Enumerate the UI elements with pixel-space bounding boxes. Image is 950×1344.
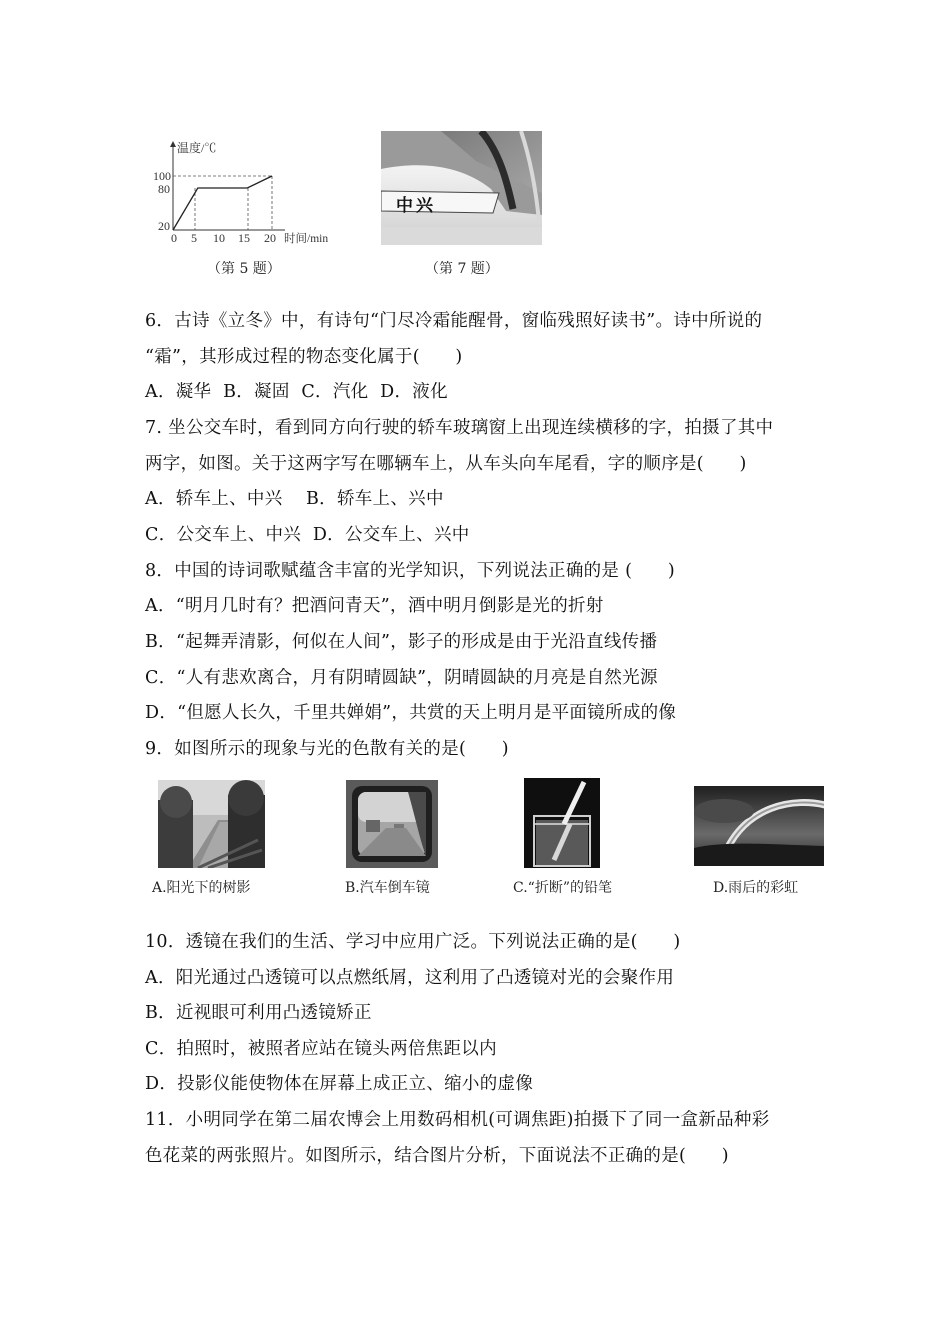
fig5-chart [150, 138, 350, 250]
fig7-photo [381, 131, 542, 245]
q6-options: A．凝华 B．凝固 C．汽化 D．液化 [145, 382, 448, 402]
q10-option-d: D．投影仪能使物体在屏幕上成正立、缩小的虚像 [145, 1074, 534, 1094]
q7-stem-line2: 两字，如图。关于这两字写在哪辆车上，从车头向车尾看，字的顺序是( ) [145, 454, 747, 474]
y-tick-label: 20 [158, 219, 170, 233]
q8-option-d: D．“但愿人长久，千里共婵娟”，共赏的天上明月是平面镜所成的像 [145, 703, 677, 723]
q9-image-a [158, 780, 265, 868]
q9-caption-b: B.汽车倒车镜 [345, 880, 430, 896]
car-photo-art [381, 131, 542, 245]
car-window-text: 中兴 [396, 196, 436, 216]
q9-stem: 9．如图所示的现象与光的色散有关的是( ) [145, 739, 509, 759]
y-axis-arrow [170, 141, 176, 147]
fig5-caption: （第 5 题） [207, 261, 281, 277]
q10-stem: 10．透镜在我们的生活、学习中应用广泛。下列说法正确的是( ) [145, 932, 681, 952]
q10-option-b: B．近视眼可利用凸透镜矫正 [145, 1003, 372, 1023]
q8-option-a: A．“明月几时有？把酒问青天”，酒中明月倒影是光的折射 [145, 596, 604, 616]
x-tick-label: 20 [264, 231, 276, 245]
q6-stem-line1: 6．古诗《立冬》中，有诗句“门尽冷霜能醒骨，窗临残照好读书”。诗中所说的 [145, 311, 763, 331]
fig7-caption: （第 7 题） [425, 261, 499, 277]
q7-options-line1: A．轿车上、中兴 B．轿车上、兴中 [145, 489, 444, 509]
q10-option-c: C．拍照时，被照者应站在镜头两倍焦距以内 [145, 1039, 497, 1059]
q8-stem: 8．中国的诗词歌赋蕴含丰富的光学知识，下列说法正确的是 ( ) [145, 561, 675, 581]
q9-image-c [524, 778, 600, 868]
x-tick-label: 5 [191, 231, 197, 245]
y-tick-label: 100 [153, 169, 171, 183]
x-tick-label: 0 [171, 231, 177, 245]
q8-option-b: B．“起舞弄清影，何似在人间”，影子的形成是由于光沿直线传播 [145, 632, 658, 652]
y-tick-label: 80 [158, 182, 170, 196]
q6-stem-line2: “霜”，其形成过程的物态变化属于( ) [145, 347, 463, 367]
q9-image-d [694, 786, 824, 866]
q7-stem-line1: 7. 坐公交车时，看到同方向行驶的轿车玻璃窗上出现连续横移的字，拍摄了其中 [145, 418, 774, 438]
x-axis-label: 时间/min [284, 233, 329, 245]
q9-image-b [346, 780, 438, 868]
x-tick-label: 15 [238, 231, 250, 245]
q9-caption-d: D.雨后的彩虹 [713, 880, 799, 896]
series-line [173, 176, 272, 230]
x-tick-label: 10 [213, 231, 225, 245]
q7-options-line2: C．公交车上、中兴 D．公交车上、兴中 [145, 525, 470, 545]
q11-stem-line1: 11．小明同学在第二届农博会上用数码相机(可调焦距)拍摄下了同一盒新品种彩 [145, 1110, 770, 1130]
q9-caption-a: A.阳光下的树影 [152, 880, 251, 896]
q11-stem-line2: 色花菜的两张照片。如图所示，结合图片分析，下面说法不正确的是( ) [145, 1146, 729, 1166]
q8-option-c: C．“人有悲欢离合，月有阴晴圆缺”，阴晴圆缺的月亮是自然光源 [145, 668, 658, 688]
y-axis-label: 温度/℃ [177, 141, 217, 155]
q9-caption-c: C.“折断”的铅笔 [513, 880, 612, 896]
q10-option-a: A．阳光通过凸透镜可以点燃纸屑，这利用了凸透镜对光的会聚作用 [145, 968, 675, 988]
